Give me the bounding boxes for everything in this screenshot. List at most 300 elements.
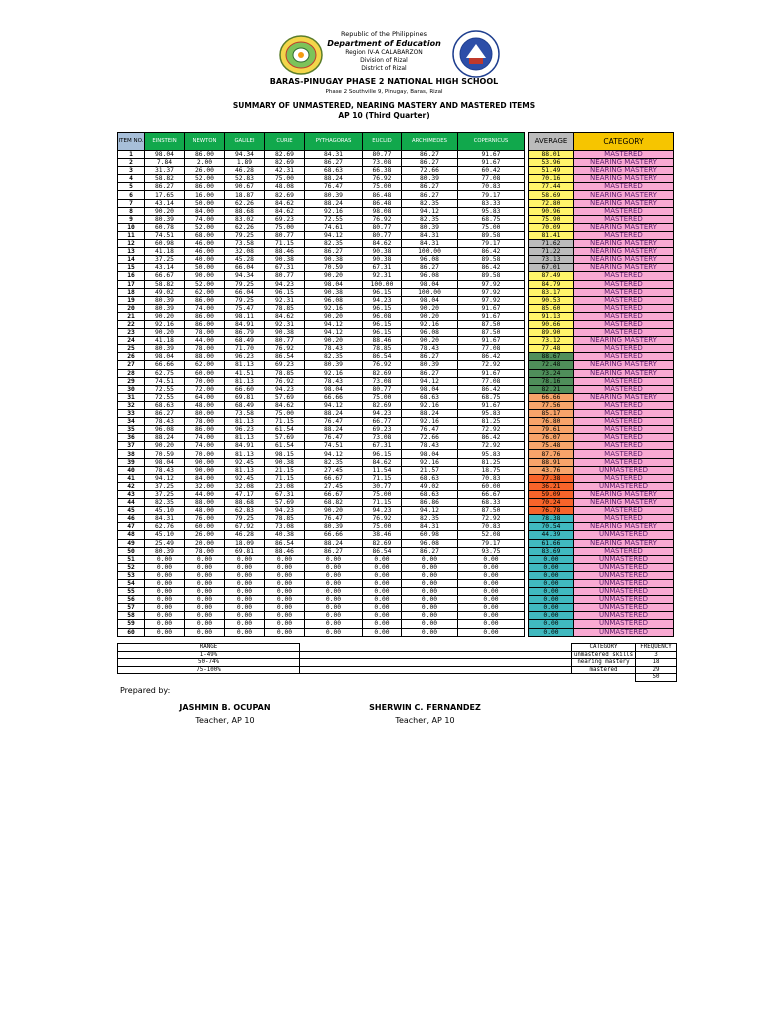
average-cell: 61.66 <box>529 539 574 547</box>
score-cell: 43.14 <box>145 199 185 207</box>
score-cell: 90.20 <box>305 337 363 345</box>
signatory-name: JASHMIN B. OCUPAN <box>179 703 271 712</box>
score-cell: 82.35 <box>402 515 458 523</box>
score-cell: 90.20 <box>305 507 363 515</box>
average-cell: 51.49 <box>529 167 574 175</box>
average-cell: 91.13 <box>529 312 574 320</box>
score-cell: 0.00 <box>305 579 363 587</box>
score-cell: 48.08 <box>265 183 305 191</box>
score-cell: 90.38 <box>265 329 305 337</box>
score-cell: 72.55 <box>305 215 363 223</box>
category-cell: MASTERED <box>574 450 674 458</box>
score-cell: 1.89 <box>225 159 265 167</box>
score-cell: 92.16 <box>402 418 458 426</box>
score-cell: 0.00 <box>265 571 305 579</box>
category-cell: UNMASTERED <box>574 628 674 636</box>
score-cell: 0.00 <box>363 612 402 620</box>
score-cell: 81.25 <box>458 458 525 466</box>
score-cell: 0.00 <box>145 628 185 636</box>
category-cell: NEARING MASTERY <box>574 256 674 264</box>
score-cell: 88.24 <box>402 410 458 418</box>
summary-spacer <box>118 674 300 682</box>
item-number-cell: 44 <box>118 499 145 507</box>
range-header: RANGE <box>118 644 300 652</box>
category-cell: NEARING MASTERY <box>574 199 674 207</box>
average-cell: 43.76 <box>529 466 574 474</box>
score-cell: 96.15 <box>363 450 402 458</box>
score-cell: 86.42 <box>458 434 525 442</box>
score-cell: 90.20 <box>145 329 185 337</box>
score-cell: 78.00 <box>185 547 225 555</box>
table-row <box>118 393 674 401</box>
score-cell: 61.54 <box>265 426 305 434</box>
score-cell: 98.04 <box>145 353 185 361</box>
average-cell: 77.48 <box>529 345 574 353</box>
category-cell: MASTERED <box>574 515 674 523</box>
score-cell: 94.12 <box>145 474 185 482</box>
score-cell: 41.18 <box>145 337 185 345</box>
table-row <box>118 231 674 239</box>
score-cell: 0.00 <box>145 588 185 596</box>
item-number-cell: 35 <box>118 426 145 434</box>
score-cell: 88.46 <box>363 337 402 345</box>
score-cell: 80.77 <box>363 231 402 239</box>
score-cell: 96.08 <box>402 272 458 280</box>
score-cell: 76.92 <box>363 175 402 183</box>
table-row <box>118 361 674 369</box>
score-cell: 0.00 <box>145 555 185 563</box>
category-cell: NEARING MASTERY <box>574 264 674 272</box>
score-cell: 80.77 <box>363 223 402 231</box>
category-cell: MASTERED <box>574 151 674 159</box>
score-cell: 60.42 <box>458 167 525 175</box>
score-cell: 78.00 <box>185 345 225 353</box>
score-cell: 82.35 <box>402 215 458 223</box>
score-cell: 86.00 <box>185 183 225 191</box>
score-cell: 46.00 <box>185 248 225 256</box>
score-cell: 0.00 <box>458 612 525 620</box>
average-cell: 85.17 <box>529 410 574 418</box>
signature-block-left <box>150 703 300 725</box>
item-number-cell: 2 <box>118 159 145 167</box>
score-cell: 41.18 <box>145 248 185 256</box>
score-cell: 95.83 <box>458 410 525 418</box>
score-cell: 98.04 <box>402 296 458 304</box>
score-cell: 86.27 <box>305 159 363 167</box>
score-cell: 86.27 <box>305 547 363 555</box>
score-cell: 62.76 <box>145 523 185 531</box>
score-cell: 82.69 <box>265 191 305 199</box>
section-header: EUCLID <box>363 133 402 151</box>
table-row <box>118 507 674 515</box>
score-cell: 0.00 <box>363 604 402 612</box>
score-cell: 88.46 <box>265 547 305 555</box>
score-cell: 94.23 <box>363 507 402 515</box>
summary-spacer <box>300 666 572 674</box>
item-number-cell: 18 <box>118 288 145 296</box>
item-number-cell: 32 <box>118 401 145 409</box>
score-cell: 80.77 <box>363 151 402 159</box>
score-cell: 0.00 <box>458 588 525 596</box>
average-cell: 88.01 <box>529 151 574 159</box>
score-cell: 32.08 <box>225 482 265 490</box>
score-cell: 96.15 <box>363 288 402 296</box>
score-cell: 72.92 <box>458 442 525 450</box>
score-cell: 11.54 <box>363 466 402 474</box>
category-cell: UNMASTERED <box>574 620 674 628</box>
table-row <box>118 320 674 328</box>
score-cell: 69.23 <box>363 426 402 434</box>
category-cell: mastered <box>572 666 636 674</box>
score-cell: 46.28 <box>225 167 265 175</box>
item-number-cell: 4 <box>118 175 145 183</box>
table-row <box>118 304 674 312</box>
score-cell: 86.27 <box>145 183 185 191</box>
score-cell: 72.66 <box>402 434 458 442</box>
score-cell: 87.50 <box>458 507 525 515</box>
table-row <box>118 191 674 199</box>
item-number-cell: 38 <box>118 450 145 458</box>
score-cell: 60.98 <box>145 240 185 248</box>
score-cell: 84.31 <box>402 523 458 531</box>
score-cell: 96.15 <box>363 320 402 328</box>
score-cell: 61.54 <box>265 442 305 450</box>
score-cell: 72.00 <box>185 385 225 393</box>
score-cell: 92.31 <box>363 272 402 280</box>
category-cell: MASTERED <box>574 296 674 304</box>
average-cell: 0.00 <box>529 588 574 596</box>
category-cell: MASTERED <box>574 458 674 466</box>
table-row <box>118 167 674 175</box>
score-cell: 0.00 <box>305 596 363 604</box>
score-cell: 78.43 <box>145 418 185 426</box>
category-cell: NEARING MASTERY <box>574 539 674 547</box>
score-cell: 86.48 <box>363 199 402 207</box>
frequency-total: 50 <box>636 674 677 682</box>
score-cell: 78.85 <box>363 345 402 353</box>
score-cell: 94.23 <box>363 296 402 304</box>
score-cell: 0.00 <box>265 579 305 587</box>
score-cell: 92.31 <box>265 296 305 304</box>
score-cell: 0.00 <box>185 604 225 612</box>
category-cell: MASTERED <box>574 345 674 353</box>
score-cell: 0.00 <box>458 555 525 563</box>
score-cell: 94.12 <box>305 450 363 458</box>
table-row <box>118 596 674 604</box>
score-cell: 0.00 <box>265 596 305 604</box>
item-number-cell: 60 <box>118 628 145 636</box>
score-cell: 84.62 <box>363 240 402 248</box>
score-cell: 86.42 <box>458 385 525 393</box>
score-cell: 57.69 <box>265 393 305 401</box>
item-number-cell: 36 <box>118 434 145 442</box>
item-number-cell: 5 <box>118 183 145 191</box>
item-number-cell: 46 <box>118 515 145 523</box>
score-cell: 37.25 <box>145 490 185 498</box>
table-row <box>118 628 674 636</box>
score-cell: 88.00 <box>185 499 225 507</box>
average-cell: 0.00 <box>529 628 574 636</box>
item-number-cell: 7 <box>118 199 145 207</box>
score-cell: 96.08 <box>402 539 458 547</box>
category-cell: MASTERED <box>574 507 674 515</box>
score-cell: 92.16 <box>305 304 363 312</box>
item-number-cell: 16 <box>118 272 145 280</box>
score-cell: 0.00 <box>145 620 185 628</box>
table-row <box>118 256 674 264</box>
average-cell: 0.00 <box>529 555 574 563</box>
score-cell: 75.00 <box>265 223 305 231</box>
item-number-cell: 53 <box>118 571 145 579</box>
score-cell: 32.00 <box>185 482 225 490</box>
score-cell: 0.00 <box>185 596 225 604</box>
category-cell: MASTERED <box>574 418 674 426</box>
item-number-cell: 45 <box>118 507 145 515</box>
average-cell: 44.39 <box>529 531 574 539</box>
item-number-cell: 33 <box>118 410 145 418</box>
score-cell: 0.00 <box>225 588 265 596</box>
score-cell: 80.39 <box>402 175 458 183</box>
score-cell: 18.75 <box>458 466 525 474</box>
department-line: Department of Education <box>327 39 441 48</box>
item-number-cell: 19 <box>118 296 145 304</box>
item-number-cell: 49 <box>118 539 145 547</box>
score-cell: 45.10 <box>145 507 185 515</box>
item-number-cell: 26 <box>118 353 145 361</box>
table-row <box>118 264 674 272</box>
score-cell: 76.47 <box>305 434 363 442</box>
score-cell: 0.00 <box>185 620 225 628</box>
average-cell: 71.62 <box>529 240 574 248</box>
average-cell: 0.00 <box>529 596 574 604</box>
score-cell: 46.28 <box>225 531 265 539</box>
score-cell: 78.43 <box>402 442 458 450</box>
table-row <box>118 288 674 296</box>
category-cell: NEARING MASTERY <box>574 191 674 199</box>
score-cell: 0.00 <box>265 563 305 571</box>
category-cell: NEARING MASTERY <box>574 240 674 248</box>
score-cell: 71.15 <box>265 418 305 426</box>
score-cell: 67.31 <box>363 264 402 272</box>
score-cell: 79.25 <box>225 296 265 304</box>
score-cell: 97.92 <box>458 280 525 288</box>
score-cell: 79.17 <box>458 191 525 199</box>
category-cell: NEARING MASTERY <box>574 369 674 377</box>
table-row <box>118 499 674 507</box>
item-number-cell: 22 <box>118 320 145 328</box>
score-cell: 70.00 <box>185 450 225 458</box>
score-cell: 47.17 <box>225 490 265 498</box>
score-cell: 92.16 <box>402 458 458 466</box>
score-cell: 66.38 <box>363 167 402 175</box>
score-cell: 72.55 <box>145 393 185 401</box>
category-cell: MASTERED <box>574 547 674 555</box>
score-cell: 68.00 <box>185 231 225 239</box>
category-cell: UNMASTERED <box>574 604 674 612</box>
average-cell: 0.00 <box>529 620 574 628</box>
score-cell: 82.35 <box>305 240 363 248</box>
score-cell: 66.04 <box>225 288 265 296</box>
average-cell: 87.76 <box>529 450 574 458</box>
score-cell: 74.61 <box>305 223 363 231</box>
score-cell: 0.00 <box>265 612 305 620</box>
table-row <box>118 442 674 450</box>
score-cell: 77.08 <box>458 377 525 385</box>
average-cell: 0.00 <box>529 579 574 587</box>
score-cell: 58.82 <box>145 280 185 288</box>
score-cell: 60.00 <box>458 482 525 490</box>
average-cell: 53.96 <box>529 159 574 167</box>
score-cell: 86.00 <box>185 296 225 304</box>
average-cell: 88.91 <box>529 458 574 466</box>
score-cell: 23.08 <box>265 482 305 490</box>
category-cell: NEARING MASTERY <box>574 167 674 175</box>
score-cell: 18.87 <box>225 191 265 199</box>
score-cell: 86.48 <box>363 191 402 199</box>
table-row <box>118 571 674 579</box>
frequency-header: FREQUENCY <box>636 644 677 652</box>
average-cell: 70.16 <box>529 175 574 183</box>
score-cell: 90.20 <box>402 304 458 312</box>
item-number-cell: 20 <box>118 304 145 312</box>
score-cell: 96.23 <box>225 426 265 434</box>
score-cell: 76.92 <box>265 345 305 353</box>
average-cell: 90.96 <box>529 207 574 215</box>
score-cell: 79.17 <box>458 240 525 248</box>
table-row <box>118 515 674 523</box>
category-cell: UNMASTERED <box>574 482 674 490</box>
score-cell: 94.12 <box>305 231 363 239</box>
score-cell: 76.47 <box>305 183 363 191</box>
score-cell: 80.77 <box>363 385 402 393</box>
table-row <box>118 337 674 345</box>
range-cell: 75-100% <box>118 666 300 674</box>
score-cell: 0.00 <box>305 563 363 571</box>
score-cell: 84.62 <box>265 312 305 320</box>
score-cell: 81.13 <box>225 466 265 474</box>
average-cell: 36.21 <box>529 482 574 490</box>
frequency-cell: 18 <box>636 659 677 667</box>
average-cell: 66.66 <box>529 393 574 401</box>
score-cell: 45.28 <box>225 256 265 264</box>
score-cell: 40.38 <box>265 531 305 539</box>
score-cell: 80.00 <box>185 410 225 418</box>
score-cell: 67.92 <box>225 523 265 531</box>
score-cell: 49.02 <box>402 482 458 490</box>
score-cell: 88.24 <box>305 426 363 434</box>
score-cell: 71.15 <box>265 474 305 482</box>
score-cell: 75.00 <box>363 393 402 401</box>
category-cell: MASTERED <box>574 401 674 409</box>
score-cell: 0.00 <box>185 628 225 636</box>
score-cell: 68.82 <box>305 499 363 507</box>
score-cell: 84.91 <box>225 320 265 328</box>
score-cell: 0.00 <box>458 628 525 636</box>
item-number-cell: 25 <box>118 345 145 353</box>
score-cell: 0.00 <box>363 579 402 587</box>
score-cell: 0.00 <box>402 588 458 596</box>
score-cell: 42.31 <box>265 167 305 175</box>
score-cell: 88.24 <box>145 434 185 442</box>
score-cell: 43.14 <box>145 264 185 272</box>
average-cell: 88.67 <box>529 353 574 361</box>
score-cell: 86.79 <box>225 329 265 337</box>
score-cell: 83.02 <box>225 215 265 223</box>
item-number-cell: 50 <box>118 547 145 555</box>
score-cell: 0.00 <box>458 596 525 604</box>
score-cell: 86.42 <box>458 264 525 272</box>
score-cell: 96.15 <box>363 304 402 312</box>
score-cell: 0.00 <box>145 604 185 612</box>
score-cell: 86.27 <box>402 191 458 199</box>
average-cell: 73.13 <box>529 256 574 264</box>
score-cell: 86.54 <box>363 547 402 555</box>
score-cell: 90.20 <box>145 442 185 450</box>
score-cell: 84.31 <box>145 515 185 523</box>
summary-row <box>118 666 677 674</box>
score-cell: 80.39 <box>402 223 458 231</box>
category-cell: UNMASTERED <box>574 466 674 474</box>
score-cell: 80.39 <box>145 215 185 223</box>
average-cell: 72.48 <box>529 361 574 369</box>
score-cell: 96.15 <box>363 329 402 337</box>
score-cell: 89.58 <box>458 272 525 280</box>
category-cell: MASTERED <box>574 353 674 361</box>
score-cell: 69.23 <box>265 361 305 369</box>
table-row <box>118 280 674 288</box>
score-cell: 94.12 <box>305 320 363 328</box>
section-header: PYTHAGORAS <box>305 133 363 151</box>
score-cell: 100.00 <box>402 248 458 256</box>
score-cell: 26.00 <box>185 531 225 539</box>
category-cell: MASTERED <box>574 183 674 191</box>
score-cell: 73.08 <box>363 377 402 385</box>
score-cell: 68.49 <box>225 401 265 409</box>
school-name: BARAS-PINUGAY PHASE 2 NATIONAL HIGH SCHOOL <box>269 77 499 86</box>
item-number-cell: 54 <box>118 579 145 587</box>
score-cell: 88.68 <box>225 207 265 215</box>
range-cell: 1-49% <box>118 651 300 659</box>
score-cell: 80.77 <box>265 272 305 280</box>
category-cell: MASTERED <box>574 474 674 482</box>
table-row <box>118 579 674 587</box>
score-cell: 89.58 <box>458 231 525 239</box>
score-cell: 0.00 <box>305 571 363 579</box>
score-cell: 74.00 <box>185 434 225 442</box>
score-cell: 0.00 <box>363 596 402 604</box>
score-cell: 86.27 <box>402 369 458 377</box>
score-cell: 98.04 <box>305 280 363 288</box>
score-cell: 50.00 <box>185 264 225 272</box>
score-cell: 86.27 <box>402 151 458 159</box>
score-cell: 78.85 <box>265 369 305 377</box>
average-cell: 0.00 <box>529 604 574 612</box>
average-cell: 70.09 <box>529 223 574 231</box>
table-row <box>118 563 674 571</box>
category-cell: MASTERED <box>574 304 674 312</box>
score-cell: 76.92 <box>363 515 402 523</box>
table-row <box>118 458 674 466</box>
score-cell: 80.39 <box>145 296 185 304</box>
average-cell: 77.38 <box>529 474 574 482</box>
prepared-by-label: Prepared by: <box>120 686 171 695</box>
average-cell: 58.69 <box>529 191 574 199</box>
score-cell: 0.00 <box>265 555 305 563</box>
score-cell: 90.38 <box>265 256 305 264</box>
score-cell: 27.45 <box>305 466 363 474</box>
score-cell: 82.35 <box>305 353 363 361</box>
score-cell: 75.00 <box>363 490 402 498</box>
